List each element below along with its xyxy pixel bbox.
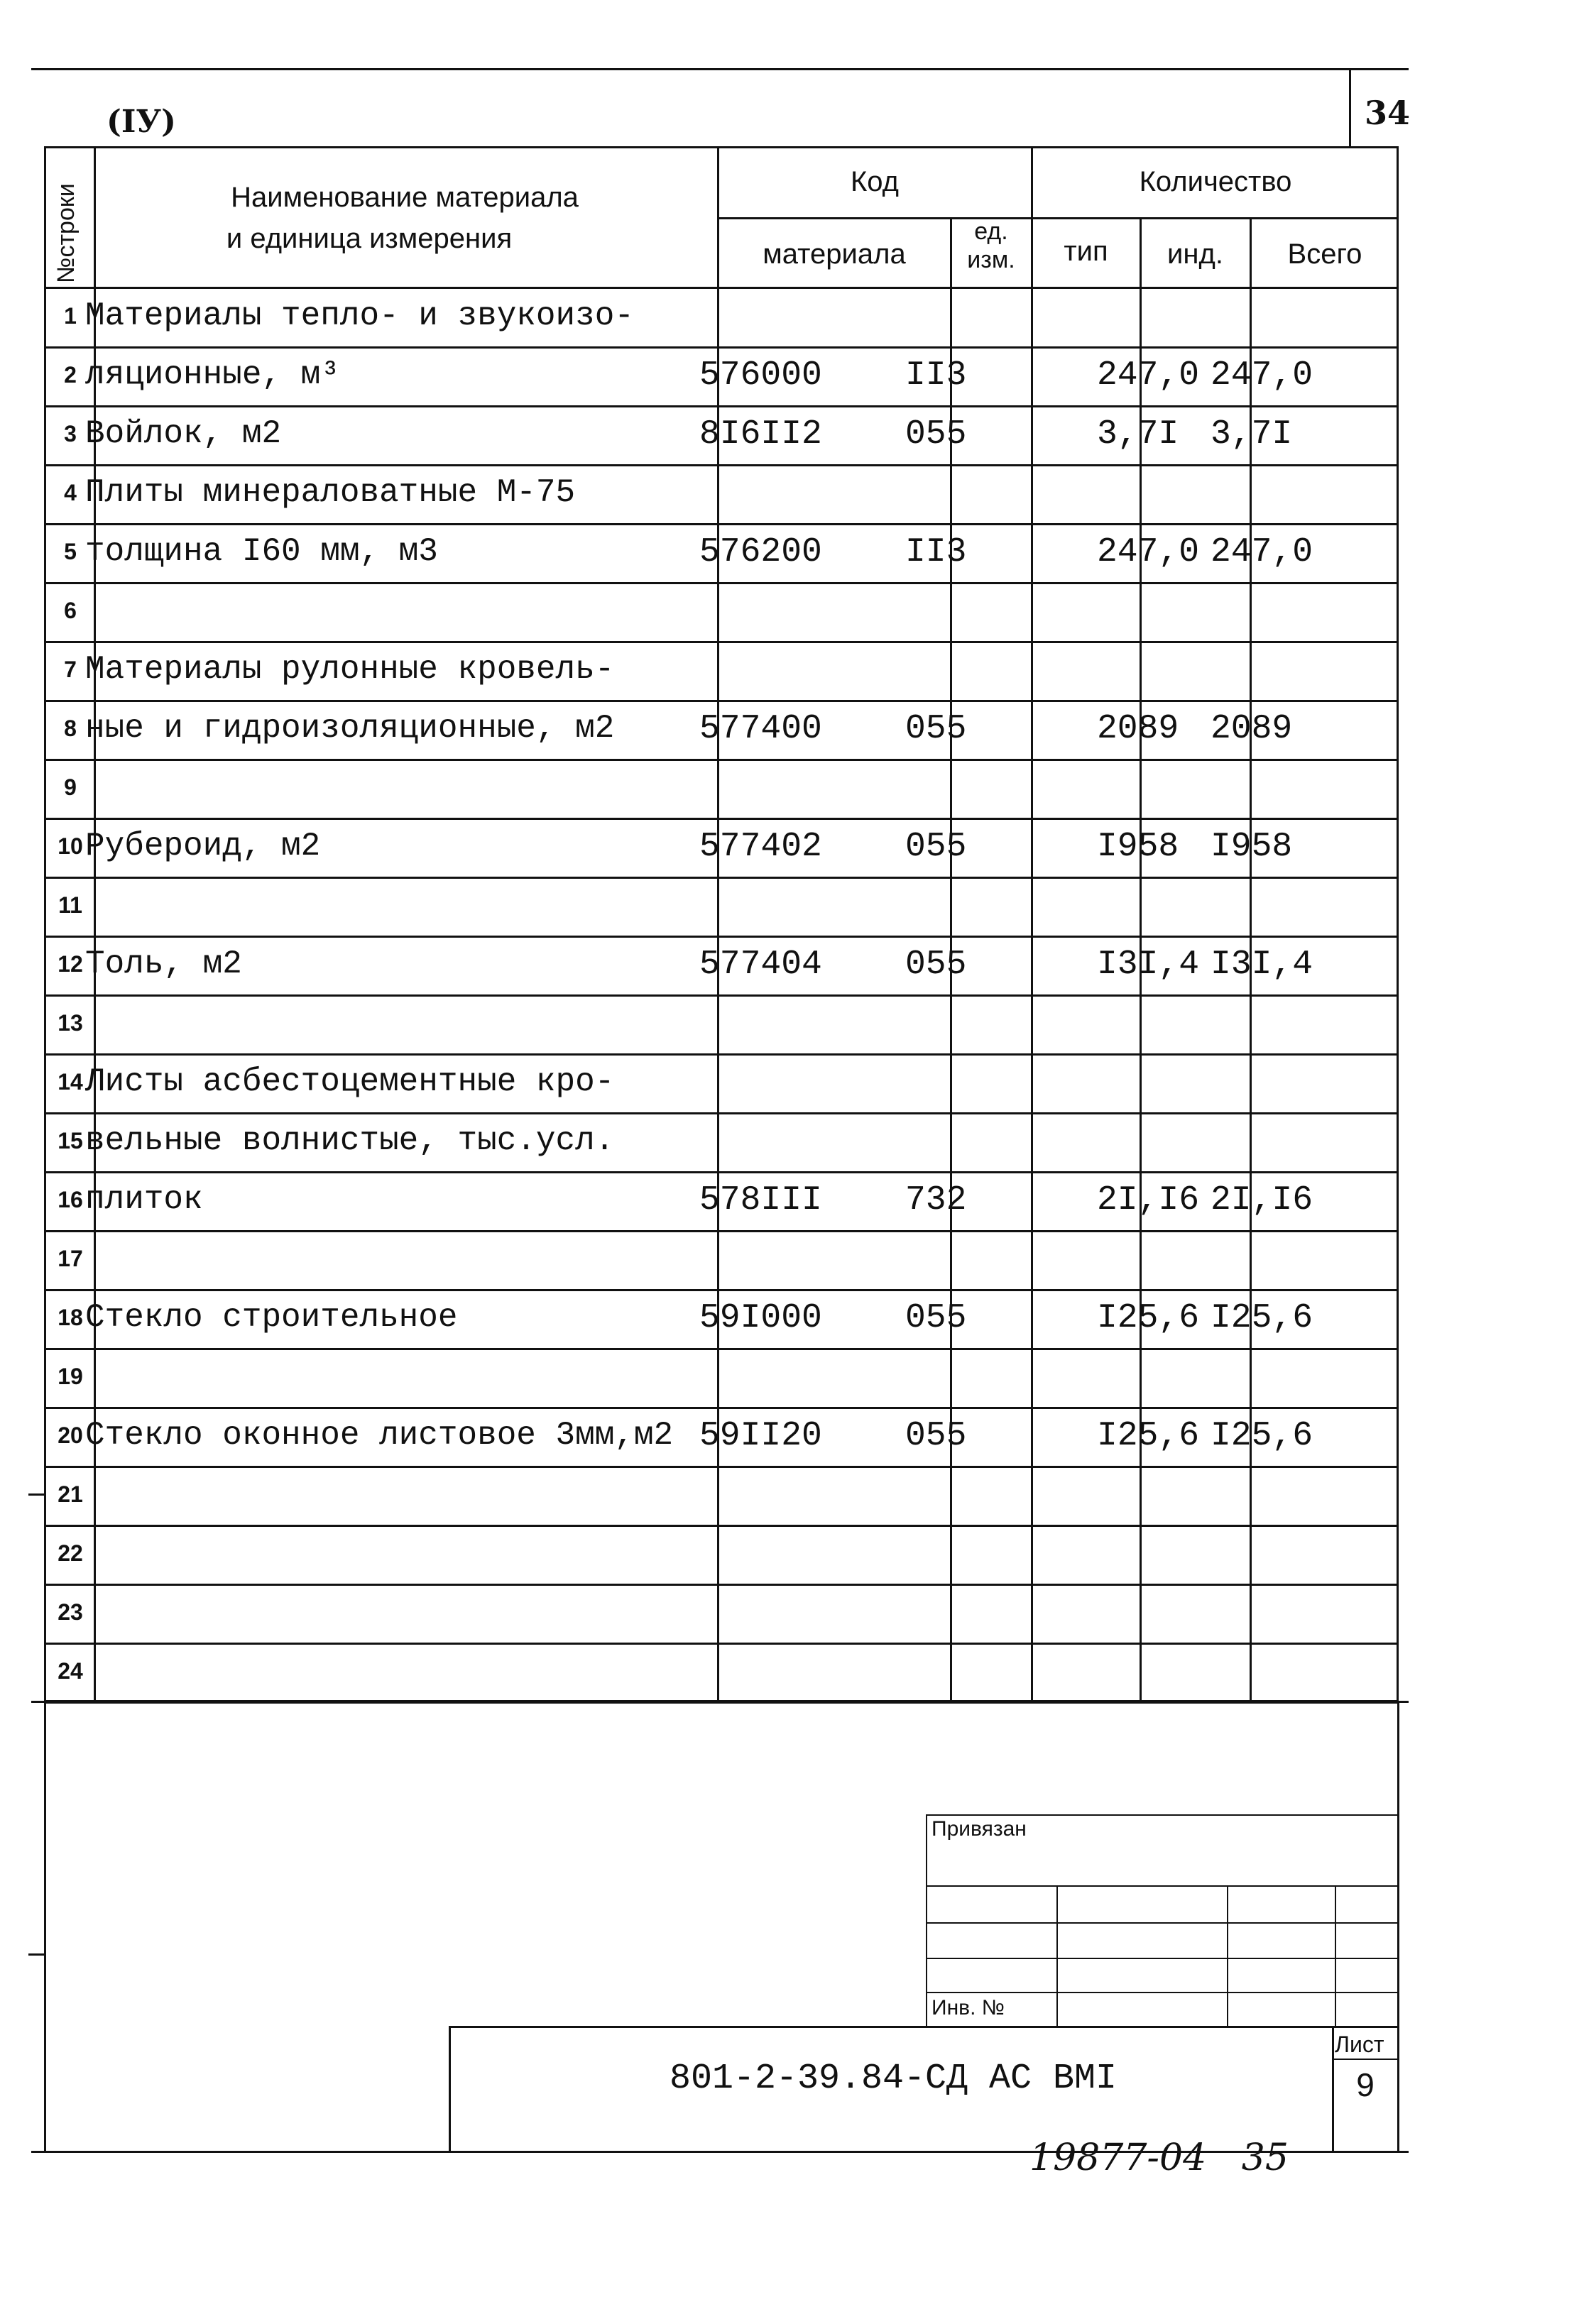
stamp-line [1227, 1885, 1228, 2027]
quantity-total: 2089 [1211, 710, 1293, 748]
quantity-ind: I958 [1097, 828, 1179, 866]
quantity-ind: 2I,I6 [1097, 1181, 1200, 1219]
row-divider [44, 1466, 1399, 1468]
material-code: 8I6II2 [699, 415, 822, 454]
quantity-ind: 247,0 [1097, 356, 1200, 395]
table-bottom-rule [31, 1701, 1409, 1703]
inv-label: Инв. № [931, 1996, 1005, 2019]
qty-ind-header: инд. [1167, 239, 1223, 270]
code-material-header: материала [763, 239, 906, 270]
quantity-total: I25,6 [1211, 1299, 1313, 1337]
qty-type-header: тип [1064, 236, 1108, 267]
unit-code: 055 [905, 1299, 967, 1337]
unit-code: 055 [905, 710, 967, 748]
material-name: Плиты минераловатные М-75 [85, 474, 576, 511]
row-divider [44, 1289, 1399, 1291]
unit-code: 055 [905, 828, 967, 866]
material-name: толщина I60 мм, м3 [85, 533, 438, 570]
quantity-total: I3I,4 [1211, 946, 1313, 984]
section-mark: (IУ) [106, 104, 176, 140]
row-divider [44, 1643, 1399, 1645]
sheet-label: Лист [1335, 2032, 1384, 2057]
code-unit-header: ед. изм. [967, 218, 1015, 273]
row-number: 13 [58, 1010, 83, 1036]
row-divider [44, 936, 1399, 938]
material-name: Войлок, м2 [85, 415, 282, 452]
quantity-ind: I25,6 [1097, 1299, 1200, 1337]
quantity-total: 247,0 [1211, 533, 1313, 571]
row-number: 7 [64, 657, 77, 682]
material-name: ляционные, м³ [85, 356, 340, 393]
material-code: 578III [699, 1181, 822, 1219]
quantity-total: I25,6 [1211, 1417, 1313, 1455]
row-number: 22 [58, 1540, 83, 1566]
material-code: 576200 [699, 533, 822, 571]
attached-label: Привязан [931, 1817, 1027, 1841]
row-divider [44, 994, 1399, 997]
margin-tick [28, 1493, 45, 1496]
unit-code: 732 [905, 1181, 967, 1219]
row-divider [44, 700, 1399, 702]
title-block-top [449, 2026, 1399, 2028]
row-divider [44, 759, 1399, 761]
row-divider [44, 1407, 1399, 1409]
stamp-line [926, 1958, 1397, 1959]
unit-code: 055 [905, 946, 967, 984]
header-bottom-line [44, 287, 1399, 289]
material-name: Стекло оконное листовое 3мм,м2 [85, 1417, 674, 1454]
quantity-total: 2I,I6 [1211, 1181, 1313, 1219]
stamp-line [1332, 2059, 1399, 2060]
row-divider [44, 1171, 1399, 1173]
quantity-ind: 247,0 [1097, 533, 1200, 571]
quantity-total: 247,0 [1211, 356, 1313, 395]
quantity-total: 3,7I [1211, 415, 1293, 454]
quantity-ind: I3I,4 [1097, 946, 1200, 984]
row-divider [44, 1584, 1399, 1586]
stamp-line [926, 1992, 1397, 1993]
material-code: 59II20 [699, 1417, 822, 1455]
row-divider [44, 1053, 1399, 1056]
stamp-line [926, 1885, 1397, 1887]
row-number: 12 [58, 951, 83, 977]
row-divider [44, 1230, 1399, 1232]
row-number: 9 [64, 774, 77, 800]
material-name: Стекло строительное [85, 1299, 458, 1336]
code-header: Код [850, 166, 899, 197]
handwritten-note: 19877-04 35 [1029, 2137, 1289, 2179]
row-number: 17 [58, 1246, 83, 1271]
row-number: 19 [58, 1364, 83, 1389]
margin-tick [28, 1953, 45, 1956]
quantity-ind: 2089 [1097, 710, 1179, 748]
row-divider [44, 877, 1399, 879]
material-name: Толь, м2 [85, 946, 242, 982]
material-code: 576000 [699, 356, 822, 395]
row-number: 14 [58, 1069, 83, 1095]
unit-code: 055 [905, 1417, 967, 1455]
row-divider [44, 1525, 1399, 1527]
sheet-number: 9 [1356, 2066, 1375, 2103]
material-code: 577400 [699, 710, 822, 748]
material-name: вельные волнистые, тыс.усл. [85, 1122, 615, 1159]
material-name: Листы асбестоцементные кро- [85, 1063, 615, 1100]
material-name: Материалы рулонные кровель- [85, 651, 615, 688]
row-number: 8 [64, 716, 77, 741]
stamp-left-border [44, 1701, 46, 2152]
qty-total-header: Всего [1287, 239, 1362, 270]
row-divider [44, 818, 1399, 820]
row-number: 2 [64, 362, 77, 388]
row-number: 18 [58, 1305, 83, 1330]
top-rule [31, 68, 1409, 70]
row-divider [44, 464, 1399, 466]
material-name: плиток [85, 1181, 203, 1218]
stamp-line [926, 1814, 927, 2027]
row-divider [44, 346, 1399, 349]
row-number: 3 [64, 421, 77, 446]
unit-code: 055 [905, 415, 967, 454]
row-divider [44, 405, 1399, 407]
name-header-line2: и единица измерения [226, 223, 513, 254]
unit-code: II3 [905, 356, 967, 395]
col-divider-qty [1031, 146, 1033, 1702]
row-number: 16 [58, 1187, 83, 1212]
page-number-divider [1349, 68, 1351, 148]
material-name: Материалы тепло- и звукоизо- [85, 297, 634, 334]
quantity-ind: I25,6 [1097, 1417, 1200, 1455]
stamp-line [1335, 1885, 1336, 2027]
name-header-line1: Наименование материала [231, 182, 579, 213]
row-number: 5 [64, 539, 77, 564]
stamp-line [1056, 1885, 1058, 2027]
row-divider [44, 1348, 1399, 1350]
stamp-line [926, 1922, 1397, 1924]
row-divider [44, 523, 1399, 525]
material-name: Рубероид, м2 [85, 828, 321, 865]
page-number: 34 [1365, 94, 1411, 132]
row-number: 10 [58, 833, 83, 859]
row-number: 23 [58, 1599, 83, 1625]
material-name: ные и гидроизоляционные, м2 [85, 710, 615, 747]
material-code: 577404 [699, 946, 822, 984]
row-divider [44, 582, 1399, 584]
quantity-header: Количество [1139, 166, 1292, 197]
row-number: 4 [64, 480, 77, 505]
row-number: 6 [64, 598, 77, 623]
material-code: 577402 [699, 828, 822, 866]
row-number: 15 [58, 1128, 83, 1153]
row-number: 20 [58, 1423, 83, 1448]
unit-code: II3 [905, 533, 967, 571]
row-number: 1 [64, 303, 77, 329]
title-block-left [449, 2026, 451, 2152]
row-number: 24 [58, 1658, 83, 1684]
row-number-header: №строки [53, 183, 80, 283]
quantity-ind: 3,7I [1097, 415, 1179, 454]
row-divider [44, 641, 1399, 643]
row-divider [44, 1112, 1399, 1114]
row-number: 21 [58, 1481, 83, 1507]
document-designation: 801-2-39.84-СД АС ВМI [669, 2059, 1118, 2099]
quantity-total: I958 [1211, 828, 1293, 866]
material-code: 59I000 [699, 1299, 822, 1337]
row-number: 11 [58, 892, 82, 918]
stamp-line [926, 1814, 1397, 1816]
header-subrow-line [717, 217, 1399, 219]
